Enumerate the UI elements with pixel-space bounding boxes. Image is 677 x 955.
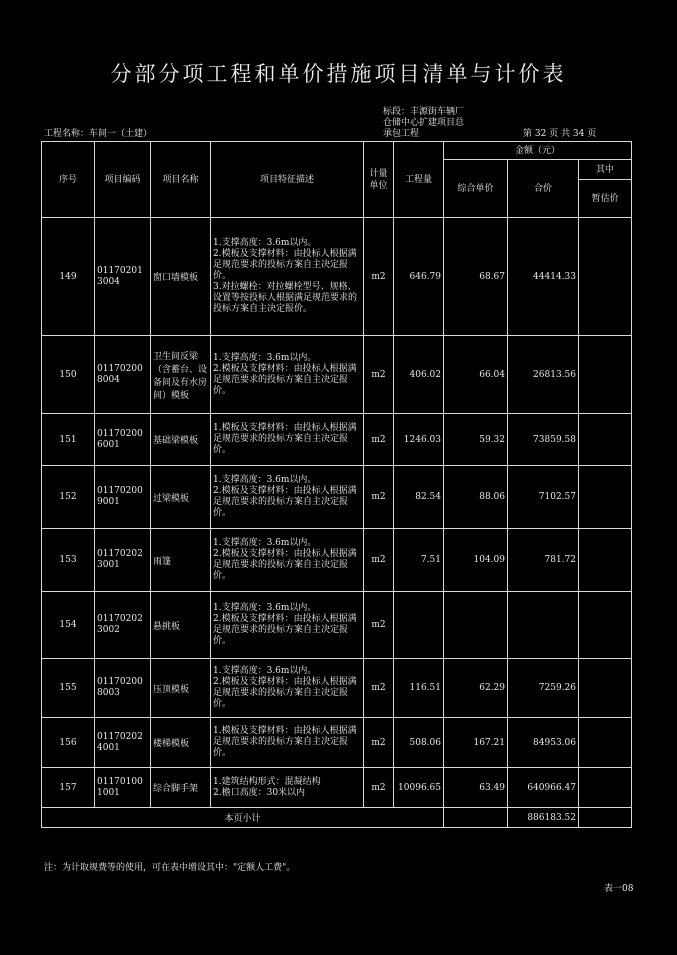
project-name: 工程名称：车间一（土建） — [44, 129, 153, 139]
row-qty: 10096.65 — [394, 768, 444, 808]
row-features — [211, 768, 364, 808]
row-code: 011702008004 — [95, 336, 151, 414]
table-row — [42, 718, 632, 768]
row-seq: 155 — [42, 659, 95, 718]
row-unit: m2 — [364, 336, 394, 414]
row-qty: 1246.03 — [394, 414, 444, 466]
row-unit-price: 66.04 — [444, 336, 508, 414]
row-unit-price: 59.32 — [444, 414, 508, 466]
project-info — [383, 107, 464, 140]
feature-line: 2.模板及支撑材料：由投标人根据满足规范要求的投标方案自主决定报价。 — [213, 486, 357, 518]
page-number: 第 32 页 共 34 页 — [523, 129, 597, 139]
pricing-table — [41, 141, 632, 828]
row-name: 综合脚手架 — [151, 768, 211, 808]
feature-line: 2.模板及支撑材料：由投标人根据满足规范要求的投标方案自主决定报价。 — [213, 249, 357, 281]
row-unit: m2 — [364, 718, 394, 768]
row-features — [211, 336, 364, 414]
row-features — [211, 592, 364, 659]
feature-line: 3.对拉螺栓：对拉螺栓型号、规格、设置等按投标人根据满足规范要求的投标方案自主决定报价。 — [213, 282, 358, 314]
row-qty: 646.79 — [394, 218, 444, 336]
row-qty: 508.06 — [394, 718, 444, 768]
row-name: 楼梯模板 — [151, 718, 211, 768]
subtotal-value: 886183.52 — [508, 808, 579, 828]
row-est-price — [579, 529, 632, 592]
row-est-price — [579, 218, 632, 336]
row-code: 011702024001 — [95, 718, 151, 768]
table-row — [42, 414, 632, 466]
subtotal-est — [579, 808, 632, 828]
row-name: 基础梁模板 — [151, 414, 211, 466]
table-row — [42, 659, 632, 718]
project-info-line: 承包工程 — [383, 129, 420, 139]
header-code: 项目编码 — [95, 142, 151, 218]
header-total: 合价 — [508, 160, 579, 218]
row-code: 011702008003 — [95, 659, 151, 718]
row-est-price — [579, 336, 632, 414]
feature-line: 1.支撑高度：3.6m以内。 — [213, 238, 317, 248]
row-qty: 116.51 — [394, 659, 444, 718]
row-name: 压顶模板 — [151, 659, 211, 718]
row-unit-price: 63.49 — [444, 768, 508, 808]
row-total: 7259.26 — [508, 659, 579, 718]
feature-line: 1.支撑高度：3.6m以内。 — [213, 603, 317, 613]
row-seq: 157 — [42, 768, 95, 808]
table-row — [42, 336, 632, 414]
feature-line: 2.模板及支撑材料：由投标人根据满足规范要求的投标方案自主决定报价。 — [213, 614, 357, 646]
page-code: 表一08 — [604, 884, 634, 894]
row-unit-price: 167.21 — [444, 718, 508, 768]
row-qty: 82.54 — [394, 466, 444, 529]
row-name: 过梁模板 — [151, 466, 211, 529]
project-info-line: 仓储中心扩建项目总 — [383, 118, 465, 128]
feature-line: 1.模板及支撑材料：由投标人根据满足规范要求的投标方案自主决定报价。 — [213, 423, 357, 455]
feature-line: 2.檐口高度：30米以内 — [213, 787, 306, 798]
table-row — [42, 592, 632, 659]
row-features — [211, 218, 364, 336]
row-code: 011701001001 — [95, 768, 151, 808]
feature-line: 1.支撑高度：3.6m以内。 — [213, 538, 317, 548]
row-est-price — [579, 718, 632, 768]
row-unit-price: 62.29 — [444, 659, 508, 718]
feature-line: 1.模板及支撑材料：由投标人根据满足规范要求的投标方案自主决定报价。 — [213, 726, 357, 758]
row-qty: 406.02 — [394, 336, 444, 414]
row-features — [211, 718, 364, 768]
feature-line: 1.支撑高度：3.6m以内。 — [213, 666, 317, 676]
subtotal-label: 本页小计 — [42, 808, 444, 828]
row-est-price — [579, 659, 632, 718]
row-unit: m2 — [364, 414, 394, 466]
header-est-price: 暂估价 — [579, 180, 632, 218]
row-total: 73859.58 — [508, 414, 579, 466]
table-row — [42, 218, 632, 336]
row-unit: m2 — [364, 218, 394, 336]
page-title: 分部分项工程和单价措施项目清单与计价表 — [110, 62, 567, 86]
row-name: 卫生间反梁（含蓄台、设备间及有水房间）模板 — [151, 336, 211, 414]
row-unit: m2 — [364, 592, 394, 659]
row-unit-price: 104.09 — [444, 529, 508, 592]
row-total: 84953.06 — [508, 718, 579, 768]
row-unit-price — [444, 592, 508, 659]
row-unit: m2 — [364, 768, 394, 808]
row-est-price — [579, 466, 632, 529]
row-seq: 149 — [42, 218, 95, 336]
row-total: 781.72 — [508, 529, 579, 592]
feature-line: 1.建筑结构形式：混凝结构 — [213, 776, 321, 787]
row-unit-price: 88.06 — [444, 466, 508, 529]
row-code: 011702023001 — [95, 529, 151, 592]
header-unit-price: 综合单价 — [444, 160, 508, 218]
header-seq: 序号 — [42, 142, 95, 218]
table-row — [42, 768, 632, 808]
feature-line: 1.支撑高度：3.6m以内。 — [213, 352, 317, 363]
row-unit: m2 — [364, 659, 394, 718]
row-features — [211, 529, 364, 592]
row-total — [508, 592, 579, 659]
row-unit: m2 — [364, 529, 394, 592]
feature-line: 2.模板及支撑材料：由投标人根据满足规范要求的投标方案自主决定报价。 — [213, 677, 357, 709]
row-qty — [394, 592, 444, 659]
row-code: 011702009001 — [95, 466, 151, 529]
header-of-which: 其中 — [579, 160, 632, 180]
row-est-price — [579, 768, 632, 808]
row-total: 26813.56 — [508, 336, 579, 414]
row-est-price — [579, 414, 632, 466]
row-est-price — [579, 592, 632, 659]
row-code: 011702006001 — [95, 414, 151, 466]
header-unit: 计量单位 — [364, 142, 394, 218]
feature-line: 2.模板及支撑材料：由投标人根据满足规范要求的投标方案自主决定报价。 — [213, 363, 357, 396]
subtotal-empty — [444, 808, 508, 828]
row-code: 011702013004 — [95, 218, 151, 336]
row-features — [211, 659, 364, 718]
header-amount: 金额（元） — [444, 142, 632, 160]
row-total: 44414.33 — [508, 218, 579, 336]
row-seq: 150 — [42, 336, 95, 414]
row-total: 640966.47 — [508, 768, 579, 808]
row-total: 7102.57 — [508, 466, 579, 529]
feature-line: 2.模板及支撑材料：由投标人根据满足规范要求的投标方案自主决定报价。 — [213, 549, 357, 581]
row-seq: 154 — [42, 592, 95, 659]
project-info-line: 标段：丰源街车辆厂 — [383, 107, 465, 117]
header-qty: 工程量 — [394, 142, 444, 218]
row-features — [211, 466, 364, 529]
row-seq: 151 — [42, 414, 95, 466]
row-seq: 153 — [42, 529, 95, 592]
row-name: 雨篷 — [151, 529, 211, 592]
table-row — [42, 529, 632, 592]
header-name: 项目名称 — [151, 142, 211, 218]
footnote: 注：为计取规费等的使用，可在表中增设其中："定额人工费"。 — [44, 863, 296, 873]
row-code: 011702023002 — [95, 592, 151, 659]
row-name: 窗口墙模板 — [151, 218, 211, 336]
header-feature: 项目特征描述 — [211, 142, 364, 218]
feature-line: 1.支撑高度：3.6m以内。 — [213, 475, 317, 485]
row-seq: 156 — [42, 718, 95, 768]
row-name: 悬挑板 — [151, 592, 211, 659]
table-row — [42, 466, 632, 529]
row-unit-price: 68.67 — [444, 218, 508, 336]
row-unit: m2 — [364, 466, 394, 529]
row-qty: 7.51 — [394, 529, 444, 592]
row-features — [211, 414, 364, 466]
row-seq: 152 — [42, 466, 95, 529]
